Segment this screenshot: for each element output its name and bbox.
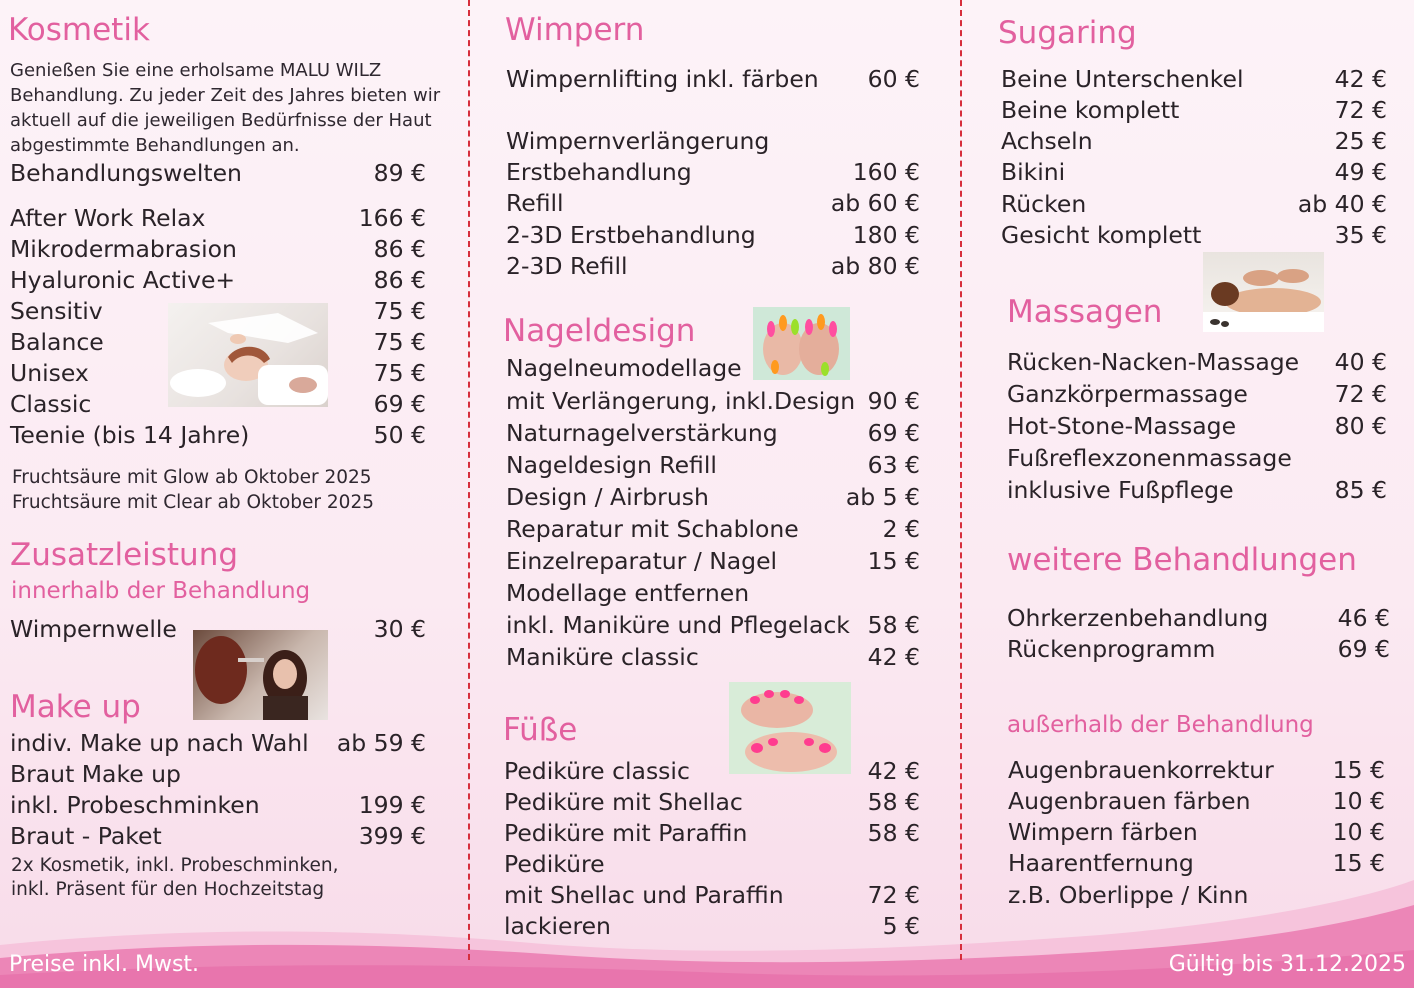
footer-validity-note: Gültig bis 31.12.2025: [1168, 952, 1406, 977]
item-name: Fußreflexzonenmassage: [1007, 444, 1292, 472]
price-row: [10, 759, 426, 790]
item-price: 58 €: [867, 819, 920, 847]
item-name: Gesicht komplett: [1001, 221, 1202, 249]
price-row: [1008, 848, 1385, 879]
item-price: 72 €: [867, 881, 920, 909]
item-name: lackieren: [504, 912, 611, 940]
price-row: [1008, 755, 1385, 786]
item-name: Refill: [506, 189, 564, 217]
item-name: inklusive Fußpflege: [1007, 476, 1234, 504]
price-row: [1001, 95, 1387, 126]
item-price: 86 €: [373, 235, 426, 263]
item-name: Pediküre mit Shellac: [504, 788, 743, 816]
item-price: ab 80 €: [830, 252, 920, 280]
item-name: 2-3D Erstbehandlung: [506, 221, 756, 249]
item-name: Balance: [10, 328, 104, 356]
price-row: [506, 188, 920, 219]
facial-treatment-photo: [168, 303, 328, 407]
item-name: z.B. Oberlippe / Kinn: [1008, 881, 1249, 909]
item-name: Unisex: [10, 359, 89, 387]
price-row: [506, 126, 920, 157]
item-price: 72 €: [1334, 380, 1387, 408]
item-price: 63 €: [867, 451, 920, 479]
column-divider: [468, 0, 470, 960]
item-name: Einzelreparatur / Nagel: [506, 547, 778, 575]
item-name: Modellage entfernen: [506, 579, 750, 607]
item-name: Maniküre classic: [506, 643, 699, 671]
item-price: 60 €: [867, 65, 920, 93]
sugaring-heading: Sugaring: [998, 15, 1137, 51]
item-name: Bikini: [1001, 158, 1066, 186]
item-price: 69 €: [1337, 635, 1390, 663]
item-price: 160 €: [852, 158, 920, 186]
item-name: Pediküre mit Paraffin: [504, 819, 748, 847]
item-name: inkl. Maniküre und Pflegelack: [506, 611, 850, 639]
item-price: 89 €: [373, 159, 426, 187]
price-row: [10, 728, 426, 759]
item-price: 90 €: [867, 387, 920, 415]
price-row: [506, 220, 920, 251]
massage-photo: [1203, 252, 1324, 332]
intro-line: abgestimmte Behandlungen an.: [10, 135, 300, 156]
item-price: 72 €: [1334, 96, 1387, 124]
item-price: 75 €: [373, 359, 426, 387]
price-row: [506, 353, 920, 384]
intro-line: aktuell auf die jeweiligen Bedürfnisse der Haut: [10, 110, 432, 131]
intro-line: Genießen Sie eine erholsame MALU WILZ: [10, 60, 382, 81]
item-name: Achseln: [1001, 127, 1093, 155]
item-name: Rücken-Nacken-Massage: [1007, 348, 1300, 376]
item-price: 399 €: [358, 822, 426, 850]
item-price: 10 €: [1332, 818, 1385, 846]
item-name: Mikrodermabrasion: [10, 235, 237, 263]
item-price: 25 €: [1334, 127, 1387, 155]
price-row: [504, 911, 920, 942]
item-name: Haarentfernung: [1008, 849, 1194, 877]
item-price: 69 €: [867, 419, 920, 447]
item-price: 42 €: [867, 643, 920, 671]
item-name: Ohrkerzenbehandlung: [1007, 604, 1269, 632]
price-row: [1001, 126, 1387, 157]
item-name: Classic: [10, 390, 92, 418]
nageldesign-heading: Nageldesign: [503, 313, 696, 349]
price-row: [506, 514, 920, 545]
item-name: Ganzkörpermassage: [1007, 380, 1248, 408]
price-row: [504, 818, 920, 849]
price-row: [506, 482, 920, 513]
price-row: [1008, 786, 1385, 817]
item-price: 49 €: [1334, 158, 1387, 186]
intro-line: Behandlung. Zu jeder Zeit des Jahres bieten wir: [10, 85, 441, 106]
item-name: Hot-Stone-Massage: [1007, 412, 1237, 440]
massagen-heading: Massagen: [1007, 294, 1163, 330]
price-row: [10, 158, 426, 189]
zusatz-subtitle: innerhalb der Behandlung: [11, 578, 311, 604]
item-name: Braut Make up: [10, 760, 181, 788]
price-row: [506, 386, 920, 417]
item-price: 35 €: [1334, 221, 1387, 249]
item-name: Reparatur mit Schablone: [506, 515, 799, 543]
price-row: [1001, 157, 1387, 188]
item-name: Nagelneumodellage: [506, 354, 742, 382]
item-name: After Work Relax: [10, 204, 206, 232]
lash-treatment-photo: [193, 630, 328, 720]
item-name: Beine Unterschenkel: [1001, 65, 1244, 93]
item-name: Pediküre: [504, 850, 605, 878]
price-row: [504, 787, 920, 818]
item-price: 80 €: [1334, 412, 1387, 440]
item-price: ab 40 €: [1297, 190, 1387, 218]
note-line: Fruchtsäure mit Glow ab Oktober 2025: [12, 467, 372, 488]
item-price: 58 €: [867, 788, 920, 816]
item-name: Nageldesign Refill: [506, 451, 717, 479]
item-price: 75 €: [373, 297, 426, 325]
price-row: [1007, 475, 1387, 506]
note-line: Fruchtsäure mit Clear ab Oktober 2025: [12, 492, 374, 513]
item-name: Hyaluronic Active+: [10, 266, 236, 294]
price-row: [10, 821, 426, 852]
item-price: 10 €: [1332, 787, 1385, 815]
price-row: [10, 265, 426, 296]
price-row: [1007, 603, 1390, 634]
item-name: Behandlungswelten: [10, 159, 242, 187]
item-price: 15 €: [867, 547, 920, 575]
price-row: [506, 642, 920, 673]
kosmetik-intro: [10, 58, 440, 158]
item-price: 75 €: [373, 328, 426, 356]
item-price: 15 €: [1332, 849, 1385, 877]
item-name: Braut - Paket: [10, 822, 162, 850]
price-row: [504, 849, 920, 880]
item-price: 85 €: [1334, 476, 1387, 504]
price-row: [504, 880, 920, 911]
item-price: 2 €: [882, 515, 920, 543]
price-row: [10, 234, 426, 265]
item-name: Erstbehandlung: [506, 158, 692, 186]
item-name: Teenie (bis 14 Jahre): [10, 421, 250, 449]
item-price: 69 €: [373, 390, 426, 418]
price-row: [1001, 64, 1387, 95]
item-price: ab 5 €: [845, 483, 920, 511]
kosmetik-heading: Kosmetik: [8, 12, 150, 48]
item-name: inkl. Probeschminken: [10, 791, 260, 819]
item-name: Naturnagelverstärkung: [506, 419, 778, 447]
price-row: [506, 546, 920, 577]
price-row: [10, 420, 426, 451]
price-row: [506, 578, 920, 609]
price-row: [10, 790, 426, 821]
price-row: [1008, 880, 1385, 911]
column-divider: [960, 0, 962, 960]
item-price: 180 €: [852, 221, 920, 249]
item-price: 50 €: [373, 421, 426, 449]
price-row: [506, 157, 920, 188]
item-name: Pediküre classic: [504, 757, 690, 785]
price-row: [1001, 220, 1387, 251]
price-row: [506, 418, 920, 449]
footer-tax-note: Preise inkl. Mwst.: [9, 952, 200, 977]
price-row: [1007, 347, 1387, 378]
item-name: Wimpern färben: [1008, 818, 1198, 846]
item-name: indiv. Make up nach Wahl: [10, 729, 309, 757]
item-price: 199 €: [358, 791, 426, 819]
item-price: 5 €: [882, 912, 920, 940]
note-line: inkl. Präsent für den Hochzeitstag: [11, 879, 325, 900]
price-row: [506, 610, 920, 641]
price-row: [1001, 189, 1387, 220]
price-row: [1007, 443, 1387, 474]
item-price: 30 €: [373, 615, 426, 643]
price-row: [506, 251, 920, 282]
item-name: Rückenprogramm: [1007, 635, 1216, 663]
item-name: Rücken: [1001, 190, 1087, 218]
item-price: 58 €: [867, 611, 920, 639]
item-name: Augenbrauen färben: [1008, 787, 1251, 815]
makeup-heading: Make up: [10, 689, 141, 725]
item-price: 166 €: [358, 204, 426, 232]
price-row: [1007, 411, 1387, 442]
item-name: mit Verlängerung, inkl.Design: [506, 387, 856, 415]
item-price: 86 €: [373, 266, 426, 294]
item-name: Wimpernlifting inkl. färben: [506, 65, 819, 93]
ausserhalb-heading: außerhalb der Behandlung: [1007, 712, 1314, 738]
weitere-heading: weitere Behandlungen: [1007, 542, 1357, 578]
item-name: Beine komplett: [1001, 96, 1180, 124]
price-row: [10, 203, 426, 234]
fuesse-heading: Füße: [503, 712, 578, 748]
price-row: [1007, 379, 1387, 410]
item-price: 42 €: [867, 757, 920, 785]
item-name: Augenbrauenkorrektur: [1008, 756, 1274, 784]
item-price: 40 €: [1334, 348, 1387, 376]
wimpern-heading: Wimpern: [505, 12, 645, 48]
price-row: [1008, 817, 1385, 848]
item-name: 2-3D Refill: [506, 252, 628, 280]
item-name: mit Shellac und Paraffin: [504, 881, 784, 909]
item-name: Sensitiv: [10, 297, 103, 325]
price-row: [1007, 634, 1390, 665]
item-price: ab 60 €: [830, 189, 920, 217]
item-price: 15 €: [1332, 756, 1385, 784]
item-name: Wimpernverlängerung: [506, 127, 770, 155]
note-line: 2x Kosmetik, inkl. Probeschminken,: [11, 855, 339, 876]
item-price: 46 €: [1337, 604, 1390, 632]
price-row: [504, 756, 920, 787]
item-name: Design / Airbrush: [506, 483, 709, 511]
price-row: [506, 64, 920, 95]
price-row: [506, 450, 920, 481]
item-price: 42 €: [1334, 65, 1387, 93]
zusatz-heading: Zusatzleistung: [10, 537, 239, 573]
item-price: ab 59 €: [336, 729, 426, 757]
item-name: Wimpernwelle: [10, 615, 177, 643]
